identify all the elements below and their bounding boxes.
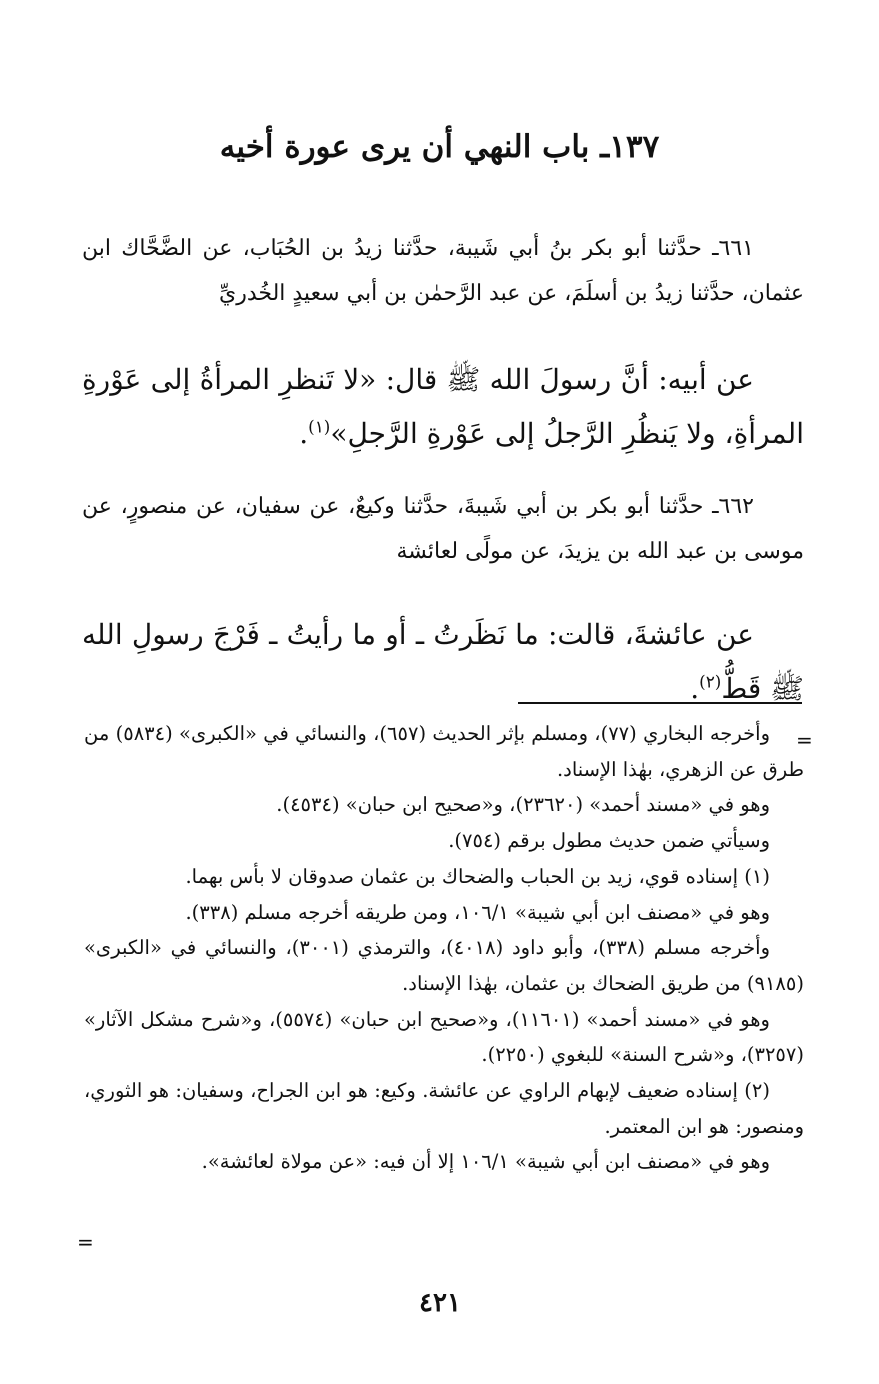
footnote-line: وهو في «مصنف ابن أبي شيبة» ١٠٦/١ إلا أن فيه: «عن مولاة لعائشة». [201, 1150, 770, 1174]
hadith-662-isnad: ٦٦٢ـ حدَّثنا أبو بكر بن أبي شَيبةَ، حدَّثنا وكيعٌ، عن سفيان، عن منصورٍ، عن موسى بن عبد الله بن يزيدَ، عن مولًى لعائشة [82, 494, 804, 564]
footnote-divider [518, 702, 802, 704]
footnote-line: وهو في «مسند أحمد» (٢٣٦٢٠)، و«صحيح ابن حبان» (٤٥٣٤). [276, 793, 770, 817]
continuation-mark-top: = [796, 728, 813, 752]
footnote-line: وهو في «مصنف ابن أبي شيبة» ١٠٦/١، ومن طريقه أخرجه مسلم (٣٣٨). [185, 900, 770, 924]
page-number: ٤٢١ [419, 1288, 461, 1318]
footnote-line: وأخرجه مسلم (٣٣٨)، وأبو داود (٤٠١٨)، والترمذي (٣٠٠١)، والنسائي في «الكبرى» (٩١٨٥) من طريق الضحاك بن عثمان، بهٰذا الإسناد. [84, 936, 804, 995]
footnote-ref-2[interactable]: (٢) [699, 671, 722, 692]
hadith-661-isnad: ٦٦١ـ حدَّثنا أبو بكر بنُ أبي شَيبة، حدَّثنا زيدُ بن الحُبَاب، عن الضَّحَّاك ابن عثمان، حدَّثنا زيدُ بن أسلَمَ، عن عبد الرَّحمٰن بن أبي سعيدٍ الخُدريِّ [82, 236, 804, 306]
footnote-ref-1[interactable]: (١) [308, 416, 331, 437]
hadith-662-matn [82, 608, 804, 716]
hadith-662-text: عن عائشةَ، قالت: ما نَظَرتُ ـ أو ما رأيتُ ـ فَرْجَ رسولِ الله ﷺ قَطُّ [82, 618, 804, 705]
hadith-661-end: . [299, 417, 309, 450]
hadith-661-text: عن أبيه: أنَّ رسولَ الله ﷺ قال: «لا تَنظرِ المرأةُ إلى عَوْرةِ المرأةِ، ولا يَنظُرِ الرَّجلُ إلى عَوْرةِ الرَّجلِ» [82, 363, 804, 450]
footnotes [84, 716, 804, 1180]
footnote-2: (٢) إسناده ضعيف لإبهام الراوي عن عائشة. وكيع: هو ابن الجراح، وسفيان: هو الثوري، ومنصور: هو ابن المعتمر. [84, 1079, 804, 1138]
hadith-662-end: . [690, 672, 700, 705]
hadith-661-matn [82, 353, 804, 461]
footnote-line: وسيأتي ضمن حديث مطول برقم (٧٥٤). [448, 829, 770, 853]
footnote-line: وأخرجه البخاري (٧٧)، ومسلم بإثر الحديث (٦٥٧)، والنسائي في «الكبرى» (٥٨٣٤) من طرق عن الزهري، بهٰذا الإسناد. [84, 722, 804, 781]
continuation-mark-bottom: = [77, 1230, 94, 1254]
chapter-title: ١٣٧ـ باب النهي أن يرى عورة أخيه [219, 129, 660, 165]
footnote-1: (١) إسناده قوي، زيد بن الحباب والضحاك بن عثمان صدوقان لا بأس بهما. [185, 864, 770, 888]
footnote-line: وهو في «مسند أحمد» (١١٦٠١)، و«صحيح ابن حبان» (٥٥٧٤)، و«شرح مشكل الآثار» (٣٢٥٧)، و«شرح السنة» للبغوي (٢٢٥٠). [84, 1007, 804, 1067]
